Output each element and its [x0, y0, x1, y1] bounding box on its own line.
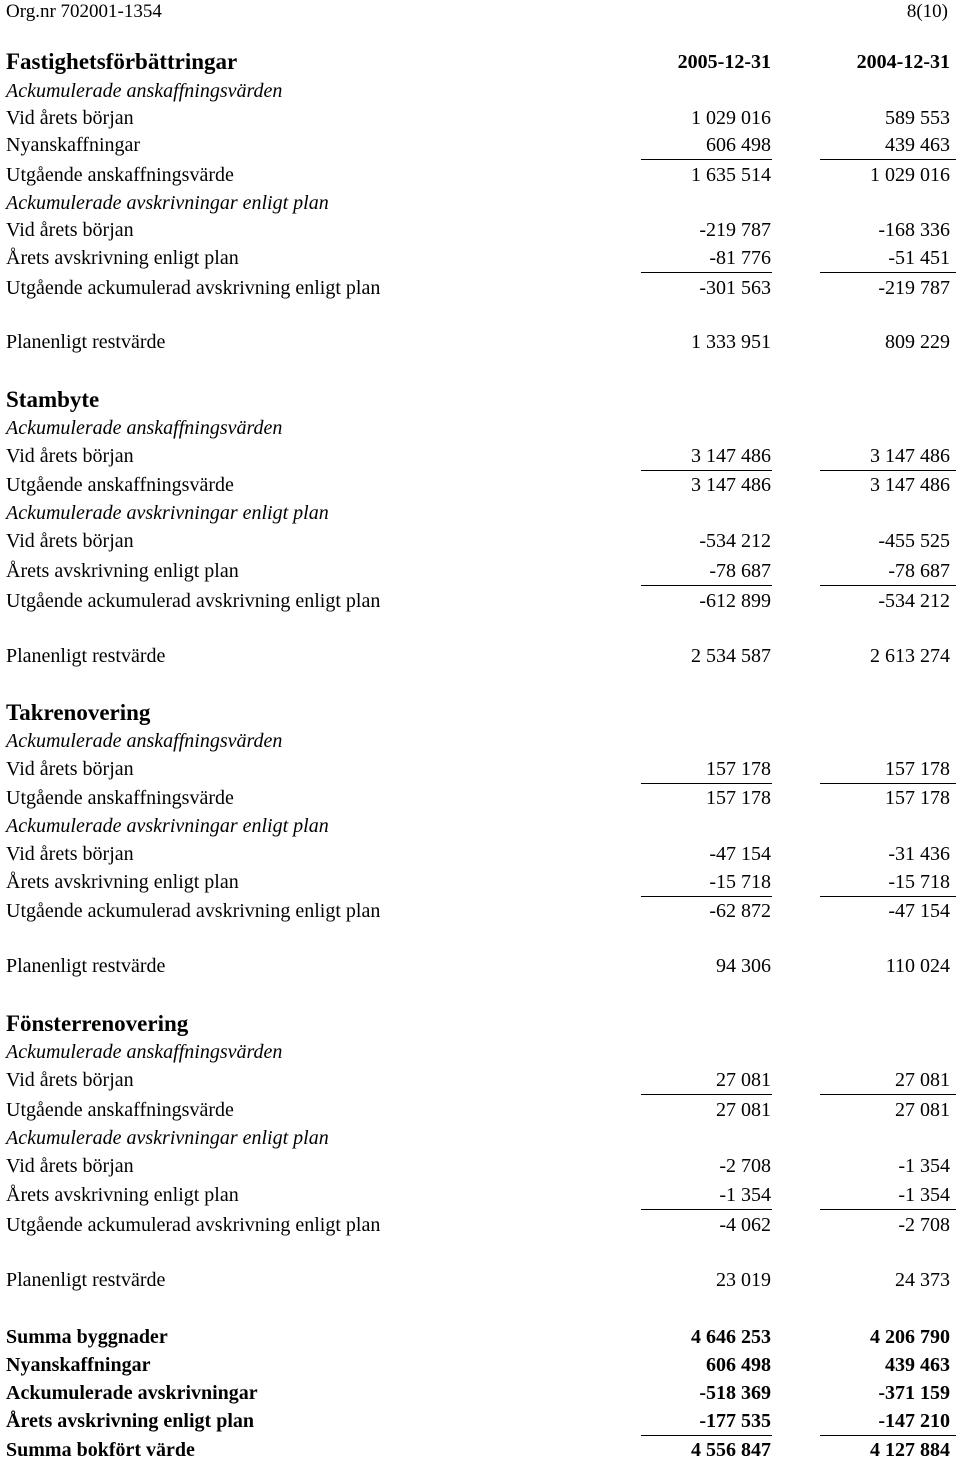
value-2004: -534 212 — [878, 590, 950, 612]
row-label: Ackumulerade anskaffningsvärden — [6, 417, 283, 439]
table-row — [0, 527, 960, 555]
value-2004: -31 436 — [888, 843, 950, 865]
value-2005: 1 333 951 — [691, 331, 771, 353]
value-2005: 23 019 — [716, 1269, 771, 1291]
table-row — [0, 328, 960, 356]
row-label: Utgående ackumulerad avskrivning enligt plan — [6, 1214, 381, 1236]
table-row — [0, 216, 960, 244]
table-row — [0, 189, 960, 217]
table-row — [0, 784, 960, 812]
table-row — [0, 1266, 960, 1294]
value-2004: -168 336 — [878, 219, 950, 241]
value-2005: -518 369 — [699, 1382, 771, 1404]
row-label: Årets avskrivning enligt plan — [6, 247, 239, 269]
value-2004: 3 147 486 — [820, 442, 956, 471]
row-label: Vid årets början — [6, 107, 134, 129]
value-2005: 4 646 253 — [691, 1326, 771, 1348]
value-2004: -1 354 — [898, 1155, 950, 1177]
table-row — [0, 1124, 960, 1152]
row-label: Ackumulerade avskrivningar enligt plan — [6, 815, 329, 837]
row-label: Summa bokfört värde — [6, 1439, 195, 1461]
table-row — [0, 414, 960, 442]
value-2005: -78 687 — [641, 557, 772, 586]
value-2005: 3 147 486 — [691, 474, 771, 496]
table-row — [0, 274, 960, 302]
table-row — [0, 812, 960, 840]
row-label: Utgående ackumulerad avskrivning enligt plan — [6, 590, 381, 612]
row-label: Vid årets början — [6, 530, 134, 552]
row-label: Vid årets början — [6, 1069, 134, 1091]
value-2005: -81 776 — [641, 244, 772, 273]
value-2004: -2 708 — [898, 1214, 950, 1236]
value-2005: -219 787 — [699, 219, 771, 241]
table-row — [0, 471, 960, 499]
value-2005: -15 718 — [641, 868, 772, 897]
table-row — [0, 1181, 960, 1209]
table-row — [0, 131, 960, 159]
table-row — [0, 727, 960, 755]
table-row — [0, 897, 960, 925]
row-label: Ackumulerade avskrivningar enligt plan — [6, 192, 329, 214]
row-label: Fastighetsförbättringar — [6, 49, 238, 74]
value-2004: 2 613 274 — [870, 645, 950, 667]
row-label: Utgående anskaffningsvärde — [6, 164, 234, 186]
value-2005: 4 556 847 — [691, 1439, 771, 1461]
table-row — [0, 1038, 960, 1066]
value-2005: 3 147 486 — [641, 442, 772, 471]
row-label: Planenligt restvärde — [6, 645, 166, 667]
table-row — [0, 1152, 960, 1180]
row-label: Ackumulerade anskaffningsvärden — [6, 1041, 283, 1063]
value-2004: -51 451 — [820, 244, 956, 273]
value-2004: -47 154 — [888, 900, 950, 922]
value-2004: 24 373 — [895, 1269, 950, 1291]
row-label: Ackumulerade avskrivningar enligt plan — [6, 1127, 329, 1149]
value-2004: 439 463 — [885, 1354, 950, 1376]
value-2005: -62 872 — [709, 900, 771, 922]
value-2005: 606 498 — [706, 1354, 771, 1376]
row-label: Vid årets början — [6, 758, 134, 780]
table-row — [0, 868, 960, 896]
row-label: Årets avskrivning enligt plan — [6, 871, 239, 893]
row-label: Planenligt restvärde — [6, 1269, 166, 1291]
value-2004: -15 718 — [820, 868, 956, 897]
value-2005: 27 081 — [641, 1066, 772, 1095]
value-2004: 589 553 — [885, 107, 950, 129]
value-2005: 157 178 — [641, 755, 772, 784]
value-2005: 2005-12-31 — [677, 51, 771, 73]
value-2005: -177 535 — [641, 1407, 772, 1436]
value-2004: -147 210 — [820, 1407, 956, 1436]
table-row — [0, 1407, 960, 1435]
table-row — [0, 104, 960, 132]
table-row — [0, 77, 960, 105]
row-label: Ackumulerade avskrivningar enligt plan — [6, 502, 329, 524]
value-2005: 606 498 — [641, 131, 772, 160]
row-label: Utgående ackumulerad avskrivning enligt plan — [6, 277, 381, 299]
table-row — [0, 161, 960, 189]
table-row — [0, 642, 960, 670]
table-row — [0, 1096, 960, 1124]
table-row — [0, 1436, 960, 1464]
value-2005: -301 563 — [699, 277, 771, 299]
section-heading-row — [0, 1010, 960, 1038]
table-row — [0, 442, 960, 470]
value-2004: 3 147 486 — [870, 474, 950, 496]
value-2004: -78 687 — [820, 557, 956, 586]
value-2004: -219 787 — [878, 277, 950, 299]
value-2004: 4 127 884 — [870, 1439, 950, 1461]
value-2004: 809 229 — [885, 331, 950, 353]
table-row — [0, 952, 960, 980]
section-heading-row — [0, 699, 960, 727]
row-label: Stambyte — [6, 387, 100, 412]
table-row — [0, 840, 960, 868]
value-2005: -1 354 — [641, 1181, 772, 1210]
value-2005: 27 081 — [716, 1099, 771, 1121]
table-row — [0, 1066, 960, 1094]
row-label: Nyanskaffningar — [6, 1354, 151, 1376]
row-label: Årets avskrivning enligt plan — [6, 1410, 254, 1432]
row-label: Summa byggnader — [6, 1326, 168, 1348]
table-row — [0, 557, 960, 585]
value-2004: 2004-12-31 — [856, 51, 950, 73]
row-label: Fönsterrenovering — [6, 1011, 189, 1036]
row-label: Ackumulerade avskrivningar — [6, 1382, 258, 1404]
org-number: Org.nr 702001-1354 — [6, 1, 162, 22]
row-label: Ackumulerade anskaffningsvärden — [6, 730, 283, 752]
table-row — [0, 1211, 960, 1239]
value-2005: -4 062 — [719, 1214, 771, 1236]
value-2004: -455 525 — [878, 530, 950, 552]
value-2004: 110 024 — [885, 955, 950, 977]
value-2005: -534 212 — [699, 530, 771, 552]
row-label: Årets avskrivning enligt plan — [6, 1184, 239, 1206]
value-2004: 4 206 790 — [870, 1326, 950, 1348]
row-label: Utgående anskaffningsvärde — [6, 474, 234, 496]
table-row — [0, 499, 960, 527]
value-2004: -371 159 — [878, 1382, 950, 1404]
table-row — [0, 1379, 960, 1407]
section-heading-row — [0, 48, 960, 76]
page-header — [0, 0, 960, 26]
row-label: Ackumulerade anskaffningsvärden — [6, 80, 283, 102]
row-label: Planenligt restvärde — [6, 955, 166, 977]
row-label: Takrenovering — [6, 700, 151, 725]
page-number: 8(10) — [906, 1, 948, 22]
value-2005: 157 178 — [706, 787, 771, 809]
value-2004: 27 081 — [820, 1066, 956, 1095]
row-label: Vid årets början — [6, 843, 134, 865]
value-2005: 1 029 016 — [691, 107, 771, 129]
value-2005: -47 154 — [709, 843, 771, 865]
row-label: Vid årets början — [6, 1155, 134, 1177]
row-label: Utgående ackumulerad avskrivning enligt plan — [6, 900, 381, 922]
value-2004: 157 178 — [885, 787, 950, 809]
value-2005: 2 534 587 — [691, 645, 771, 667]
row-label: Planenligt restvärde — [6, 331, 166, 353]
value-2005: -2 708 — [719, 1155, 771, 1177]
value-2004: -1 354 — [820, 1181, 956, 1210]
section-heading-row — [0, 386, 960, 414]
row-label: Årets avskrivning enligt plan — [6, 560, 239, 582]
row-label: Vid årets början — [6, 445, 134, 467]
value-2004: 439 463 — [820, 131, 956, 160]
table-row — [0, 1351, 960, 1379]
table-row — [0, 587, 960, 615]
value-2005: 1 635 514 — [691, 164, 771, 186]
table-row — [0, 244, 960, 272]
row-label: Utgående anskaffningsvärde — [6, 1099, 234, 1121]
value-2004: 27 081 — [895, 1099, 950, 1121]
row-label: Utgående anskaffningsvärde — [6, 787, 234, 809]
value-2004: 157 178 — [820, 755, 956, 784]
row-label: Vid årets början — [6, 219, 134, 241]
table-row — [0, 1323, 960, 1351]
row-label: Nyanskaffningar — [6, 134, 141, 156]
value-2005: 94 306 — [716, 955, 771, 977]
value-2005: -612 899 — [699, 590, 771, 612]
value-2004: 1 029 016 — [870, 164, 950, 186]
table-row — [0, 755, 960, 783]
